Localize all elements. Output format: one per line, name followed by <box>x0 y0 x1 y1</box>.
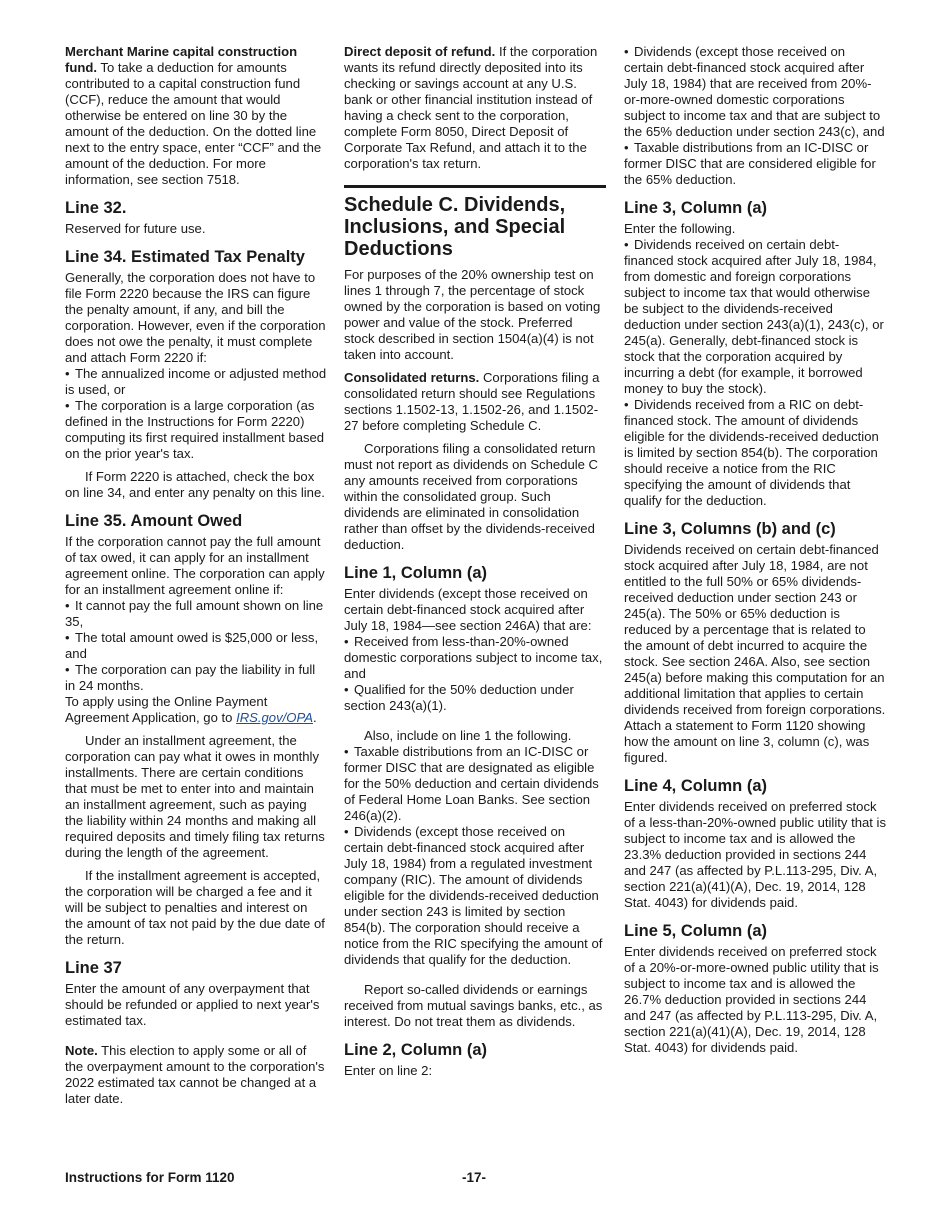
line-1-also: Also, include on line 1 the following. <box>364 728 572 743</box>
column-3 <box>624 44 886 1063</box>
line-3bc-heading: Line 3, Columns (b) and (c) <box>624 520 836 538</box>
merchant-marine-paragraph <box>65 44 327 188</box>
line-32-heading: Line 32. <box>65 199 127 217</box>
line-4-text: Enter dividends received on preferred stock of a less-than-20%-owned public utility that is subject to income tax and is allowed the 23.3% deduction provided in sections 244 and 247 (as affected by P.L.113-295, Div. A, section 221(a)(41)(A), Dec. 19, 2014, 128 Stat. 4043) for dividends paid. <box>624 799 887 910</box>
list-item: • Dividends received from a RIC on debt-financed stock. The amount of dividends eligible for the dividends-received deduction is limited by section 854(b). The corporation should receive a notice from the RIC specifying the amount of dividends that qualify for the deduction. <box>624 397 879 508</box>
list-item: • Qualified for the 50% deduction under section 243(a)(1). <box>344 682 574 713</box>
line-3a-heading: Line 3, Column (a) <box>624 199 768 217</box>
direct-deposit-paragraph: Direct deposit of refund. If the corporation wants its refund directly deposited into its checking or savings account at any U.S. bank or other financial institution instead of having a check sent to the corporation, complete Form 8050, Direct Deposit of Corporate Tax Refund, and attach it to the corporation's tax return. <box>344 44 598 171</box>
line-34-bullets <box>65 366 327 462</box>
line-3a-bullets <box>624 237 886 509</box>
line-35-bullets <box>65 598 327 694</box>
bullet-icon: • <box>65 366 70 381</box>
line-1-intro: Enter dividends (except those received on certain debt-financed stock acquired after July 18, 1984—see section 246A) that are: <box>344 586 592 633</box>
bullet-icon: • <box>624 397 629 412</box>
bullet-icon: • <box>344 824 349 839</box>
note-label: Note. <box>65 1043 98 1058</box>
bullet-icon: • <box>65 398 70 413</box>
list-item: • Taxable distributions from an IC-DISC or former DISC that are considered eligible for the 65% deduction. <box>624 140 876 187</box>
line-3bc-text: Dividends received on certain debt-financed stock acquired after July 18, 1984, are not entitled to the full 50% or 65% dividends-received deduction under section 243 or 245(a). The 50% or 65% deduction is reduced by a percentage that is related to the amount of debt incurred to acquire the stock. See section 246A. Also, see section 245(a) before making this computation for an additional limitation that applies to certain dividends received from foreign corporations. Attach a statement to Form 1120 showing how the amount on line 3, column (c), was figured. <box>624 542 886 765</box>
line-1-heading: Line 1, Column (a) <box>344 564 488 582</box>
line-34-intro: Generally, the corporation does not have to file Form 2220 because the IRS can figure the penalty amount, if any, and bill the corporation. However, even if the corporation does not owe the penalty, it must complete and attach Form 2220 if: <box>65 270 326 365</box>
line-35-para2: If the installment agreement is accepted, the corporation will be charged a fee and it will be subject to penalties and interest on the amount of tax not paid by the due date of the return. <box>65 868 325 947</box>
line-5-text: Enter dividends received on preferred stock of a 20%-or-more-owned public utility that is subject to income tax and is allowed the 26.7% deduction provided in sections 244 and 247 (as affected by P.L.113-295, Div. A, section 221(a)(41)(A), Dec. 19, 2014, 128 Stat. 4043) for dividends paid. <box>624 944 879 1055</box>
bullet-icon: • <box>65 630 70 645</box>
bullet-icon: • <box>624 237 629 252</box>
bullet-icon: • <box>344 744 349 759</box>
bullet-icon: • <box>344 634 349 649</box>
bullet-icon: • <box>65 598 70 613</box>
bullet-icon: • <box>344 682 349 697</box>
list-item: • Dividends (except those received on certain debt-financed stock acquired after July 18, 1984) that are received from 20%-or-more-owned domestic corporations subject to income tax and that are subject to the 65% deduction under section 243(c), and <box>624 44 885 139</box>
line-35-heading: Line 35. Amount Owed <box>65 512 243 530</box>
consolidated-paragraph: Consolidated returns. Corporations filing a consolidated return should see Regulations sections 1.1502-13, 1.1502-26, and 1.1502-27 before completing Schedule C. <box>344 370 600 433</box>
line-35-para1: Under an installment agreement, the corporation can pay what it owes in monthly installments. There are certain conditions that must be met to enter into and maintain an installment agreement, such as paying the liability within 24 months and making all required deposits and timely filing tax returns during the length of the agreement. <box>65 733 325 860</box>
line-1-report: Report so-called dividends or earnings received from mutual savings banks, etc., as interest. Do not treat them as dividends. <box>344 982 603 1029</box>
line-2-text: Enter on line 2: <box>344 1063 433 1078</box>
line-1-bullets-2 <box>344 744 606 968</box>
line-32-text: Reserved for future use. <box>65 221 206 236</box>
direct-deposit-heading: Direct deposit of refund. <box>344 44 496 59</box>
line-37-text: Enter the amount of any overpayment that should be refunded or applied to next year's estimated tax. <box>65 981 320 1028</box>
merchant-marine-heading: Merchant Marine capital construction fund. <box>65 44 298 75</box>
footer-title: Instructions for Form 1120 <box>65 1170 235 1185</box>
line-3a-intro: Enter the following. <box>624 221 736 236</box>
column-1 <box>65 44 327 1114</box>
line-4-heading: Line 4, Column (a) <box>624 777 768 795</box>
line-35-apply: To apply using the Online Payment Agreement Application, go to IRS.gov/OPA. <box>65 694 317 725</box>
page-number: -17- <box>462 1170 487 1185</box>
line-35-intro: If the corporation cannot pay the full amount of tax owed, it can apply for an installment agreement online. The corporation can apply for an installment agreement online if: <box>65 534 325 597</box>
schedule-c-heading: Schedule C. Dividends, Inclusions, and Special Deductions <box>344 194 566 260</box>
list-item: • The corporation can pay the liability in full in 24 months. <box>65 662 316 693</box>
line-2-heading: Line 2, Column (a) <box>344 1041 488 1059</box>
list-item: • It cannot pay the full amount shown on line 35, <box>65 598 324 629</box>
list-item: • The corporation is a large corporation (as defined in the Instructions for Form 2220) computing its first required installment based on the prior year's tax. <box>65 398 325 461</box>
section-divider <box>344 185 606 188</box>
list-item: • Taxable distributions from an IC-DISC or former DISC that are designated as eligible for the 50% deduction and certain dividends of Federal Home Loan Banks. See section 246(a)(2). <box>344 744 599 823</box>
consolidated-heading: Consolidated returns. <box>344 370 480 385</box>
column-2 <box>344 44 606 1086</box>
list-item: • The annualized income or adjusted method is used, or <box>65 366 327 397</box>
bullet-icon: • <box>624 44 629 59</box>
line-34-after: If Form 2220 is attached, check the box on line 34, and enter any penalty on this line. <box>65 469 325 500</box>
list-item: • Dividends (except those received on certain debt-financed stock acquired after July 18, 1984) from a regulated investment company (RIC). The amount of dividends eligible for the dividends-received deduction under section 243 is limited by section 854(b). The corporation should receive a notice from the RIC specifying the amount of dividends that qualify for the deduction. <box>344 824 603 967</box>
line-1-bullets <box>344 634 606 714</box>
bullet-icon: • <box>624 140 629 155</box>
bullet-icon: • <box>65 662 70 677</box>
irs-opa-link[interactable]: IRS.gov/OPA <box>236 710 313 725</box>
line-5-heading: Line 5, Column (a) <box>624 922 768 940</box>
line-37-note: Note. This election to apply some or all of the overpayment amount to the corporation's 2022 estimated tax cannot be changed at a later date. <box>65 1043 325 1106</box>
line-2-bullets <box>624 44 886 188</box>
line-34-heading: Line 34. Estimated Tax Penalty <box>65 248 305 266</box>
list-item: • Dividends received on certain debt-financed stock acquired after July 18, 1984, from domestic and foreign corporations subject to income tax that would otherwise be subject to the dividends-received deduction under section 243(a)(1), 243(c), or 245(a). Generally, debt-financed stock is stock that the corporation acquired by incurring a debt (for example, it borrowed money to buy the stock). <box>624 237 884 396</box>
list-item: • Received from less-than-20%-owned domestic corporations subject to income tax, and <box>344 634 603 681</box>
line-37-heading: Line 37 <box>65 959 122 977</box>
schedule-c-text: For purposes of the 20% ownership test on lines 1 through 7, the percentage of stock owned by the corporation is based on voting power and value of the stock. Preferred stock described in section 1504(a)(4) is not taken into account. <box>344 267 601 362</box>
consolidated-para: Corporations filing a consolidated return must not report as dividends on Schedule C any amounts received from corporations within the consolidated group. Such dividends are eliminated in consolidation rather than offset by the dividends-received deduction. <box>344 441 599 552</box>
merchant-marine-text: To take a deduction for amounts contributed to a capital construction fund (CCF), reduce the amount that would otherwise be entered on line 30 by the amount of the deduction. On the dotted line next to the entry space, enter “CCF” and the amount of the deduction. For more information, see section 7518. <box>65 60 322 187</box>
list-item: • The total amount owed is $25,000 or less, and <box>65 630 319 661</box>
